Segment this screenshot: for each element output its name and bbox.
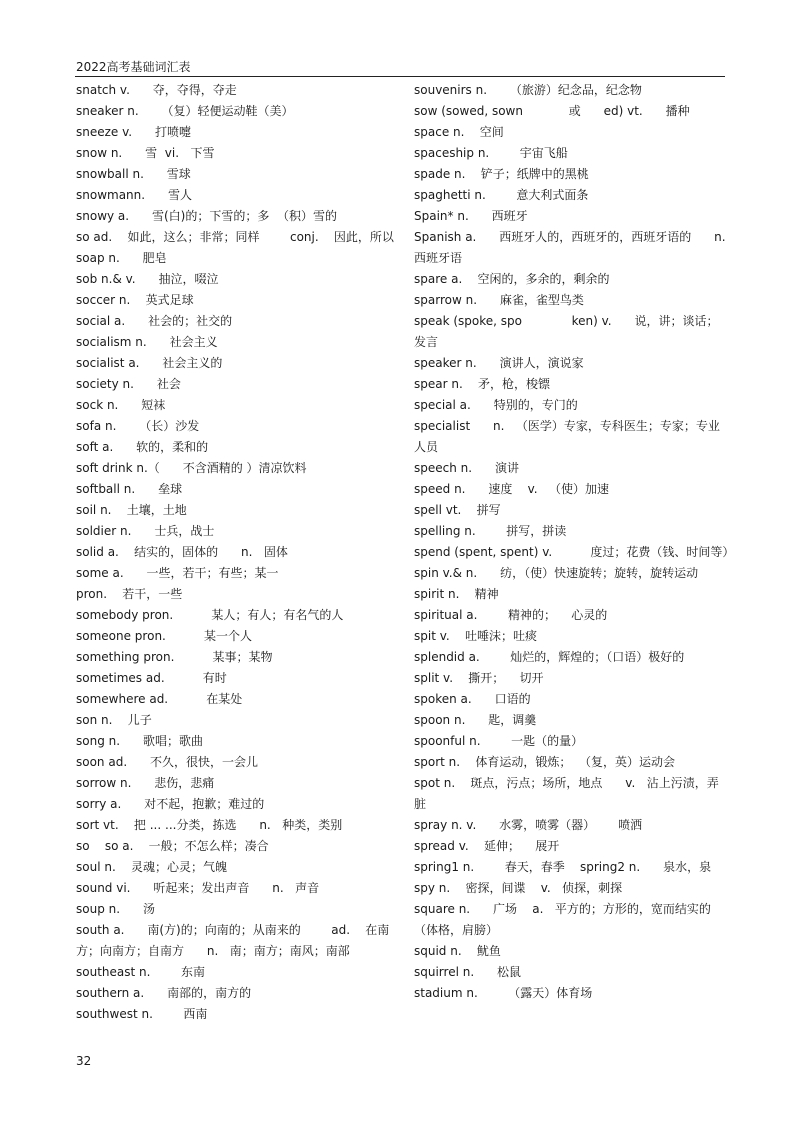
vocab-entry: sound vi. 听起来；发出声音 n. 声音 [76, 881, 320, 895]
vocab-entry: someone pron. 某一个人 [76, 629, 253, 643]
vocab-entry: specialist n. （医学）专家，专科医生；专家；专业人员 [414, 419, 720, 454]
vocab-entry: soap n. 肥皂 [76, 251, 167, 265]
vocab-entry: snowy a. 雪(白)的；下雪的；多 （积）雪的 [76, 209, 337, 223]
vocab-entry: Spain* n. 西班牙 [414, 209, 528, 223]
vocab-entry: souvenirs n. （旅游）纪念品，纪念物 [414, 83, 642, 97]
vocab-entry: speaker n. 演讲人，演说家 [414, 356, 584, 370]
vocab-entry: spell vt. 拼写 [414, 503, 501, 517]
vocab-entry: softball n. 垒球 [76, 482, 183, 496]
vocab-entry: south a. 南(方)的；向南的；从南来的 ad. 在南方；向南方；自南方 n. 南；南方；南风；南部 [76, 923, 390, 958]
vocab-entry: spaghetti n. 意大利式面条 [414, 188, 589, 202]
vocab-entry: soldier n. 士兵，战士 [76, 524, 215, 538]
vocab-entry: somebody pron. 某人；有人；有名气的人 [76, 608, 344, 622]
vocab-entry: spoken a. 口语的 [414, 692, 531, 706]
vocab-entry: special a. 特别的，专门的 [414, 398, 578, 412]
vocab-entry: snowball n. 雪球 [76, 167, 191, 181]
vocab-entry: sort vt. 把 ... ...分类，拣选 n. 种类，类别 [76, 818, 343, 832]
vocab-entry: squid n. 鱿鱼 [414, 944, 501, 958]
vocab-entry: spin v.& n. 纺，（使）快速旋转；旋转，旋转运动 [414, 566, 699, 580]
vocab-entry: spend (spent, spent) v. 度过；花费（钱、时间等） [414, 545, 735, 559]
vocab-entry: spring1 n. 春天，春季 spring2 n. 泉水，泉 [414, 860, 712, 874]
vocab-entry: spelling n. 拼写，拼读 [414, 524, 567, 538]
vocab-entry: snowmann. 雪人 [76, 188, 192, 202]
vocab-entry: socialism n. 社会主义 [76, 335, 218, 349]
vocab-entry: spoonful n. 一匙（的量） [414, 734, 584, 748]
vocab-entry: something pron. 某事；某物 [76, 650, 273, 664]
vocab-entry: southwest n. 西南 [76, 1007, 208, 1021]
vocab-entry: socialist a. 社会主义的 [76, 356, 223, 370]
vocab-entry: some a. 一些，若干；有些；某一 [76, 566, 279, 580]
vocab-entry: spear n. 矛，枪，梭镖 [414, 377, 551, 391]
vocab-entry: sneeze v. 打喷嚏 [76, 125, 191, 139]
vocab-entry: sob n.& v. 抽泣，啜泣 [76, 272, 219, 286]
vocab-entry: sometimes ad. 有时 [76, 671, 227, 685]
vocab-entry: son n. 儿子 [76, 713, 152, 727]
header-divider [75, 76, 725, 77]
vocab-entry: social a. 社会的；社交的 [76, 314, 233, 328]
page-number: 32 [76, 1054, 92, 1068]
vocab-entry: song n. 歌唱；歌曲 [76, 734, 203, 748]
vocab-entry: sock n. 短袜 [76, 398, 166, 412]
vocab-entry: spray n. v. 水雾，喷雾（器） 喷洒 [414, 818, 643, 832]
vocab-entry: spaceship n. 宇宙飞船 [414, 146, 568, 160]
vocab-entry: pron. 若干，一些 [76, 587, 183, 601]
vocab-entry: soft a. 软的，柔和的 [76, 440, 209, 454]
vocab-entry: sorrow n. 悲伤，悲痛 [76, 776, 215, 790]
vocab-entry: splendid a. 灿烂的，辉煌的；（口语）极好的 [414, 650, 685, 664]
vocab-entry: somewhere ad. 在某处 [76, 692, 243, 706]
vocab-entry: society n. 社会 [76, 377, 181, 391]
vocab-entry: sneaker n. （复）轻便运动鞋（美） [76, 104, 294, 118]
vocab-entry: soup n. 汤 [76, 902, 155, 916]
vocab-entry: squirrel n. 松鼠 [414, 965, 522, 979]
right-column [414, 80, 738, 1004]
vocab-entry: southeast n. 东南 [76, 965, 205, 979]
vocab-entry: spit v. 吐唾沫；吐痰 [414, 629, 537, 643]
vocab-entry: southern a. 南部的，南方的 [76, 986, 252, 1000]
vocab-entry: spare a. 空闲的，多余的，剩余的 [414, 272, 610, 286]
vocab-entry: sparrow n. 麻雀，雀型鸟类 [414, 293, 584, 307]
left-column [76, 80, 396, 1025]
vocab-entry: spirit n. 精神 [414, 587, 499, 601]
vocab-entry: so so a. 一般；不怎么样；凑合 [76, 839, 269, 853]
vocab-entry: stadium n. （露天）体育场 [414, 986, 593, 1000]
vocab-entry: snatch v. 夺，夺得，夺走 [76, 83, 237, 97]
vocab-entry: speech n. 演讲 [414, 461, 519, 475]
vocab-entry: soft drink n.（ 不含酒精的 ）清凉饮料 [76, 461, 307, 475]
vocab-entry: sport n. 体育运动，锻炼； （复，英）运动会 [414, 755, 675, 769]
vocab-entry: speak (spoke, spo ken) v. 说，讲；谈话；发言 [414, 314, 719, 349]
vocab-entry: sow (sowed, sown 或 ed) vt. 播种 [414, 104, 690, 118]
vocab-entry: spade n. 铲子；纸牌中的黑桃 [414, 167, 589, 181]
vocab-entry: so ad. 如此，这么；非常；同样 conj. 因此，所以 [76, 230, 394, 244]
vocab-entry: spread v. 延伸； 展开 [414, 839, 560, 853]
vocab-entry: square n. 广场 a. 平方的；方形的，宽而结实的（体格，肩膀） [414, 902, 711, 937]
vocab-entry: soul n. 灵魂；心灵；气魄 [76, 860, 228, 874]
vocab-entry: spot n. 斑点，污点；场所，地点 v. 沾上污渍，弄脏 [414, 776, 719, 811]
vocab-entry: split v. 撕开； 切开 [414, 671, 544, 685]
vocab-entry: snow n. 雪 vi. 下雪 [76, 146, 215, 160]
vocab-entry: spy n. 密探，间谍 v. 侦探，刺探 [414, 881, 623, 895]
vocab-entry: soil n. 土壤，土地 [76, 503, 187, 517]
page-header-title: 2022高考基础词汇表 [76, 60, 191, 74]
vocab-entry: speed n. 速度 v. （使）加速 [414, 482, 610, 496]
vocab-entry: Spanish a. 西班牙人的，西班牙的，西班牙语的 n. 西班牙语 [414, 230, 738, 265]
vocab-entry: soccer n. 英式足球 [76, 293, 194, 307]
vocab-entry: spiritual a. 精神的； 心灵的 [414, 608, 608, 622]
vocab-entry: solid a. 结实的，固体的 n. 固体 [76, 545, 288, 559]
vocab-entry: sofa n. （长）沙发 [76, 419, 200, 433]
vocab-entry: space n. 空间 [414, 125, 504, 139]
vocab-entry: soon ad. 不久，很快，一会儿 [76, 755, 259, 769]
vocab-entry: sorry a. 对不起，抱歉；难过的 [76, 797, 265, 811]
vocab-entry: spoon n. 匙，调羹 [414, 713, 537, 727]
